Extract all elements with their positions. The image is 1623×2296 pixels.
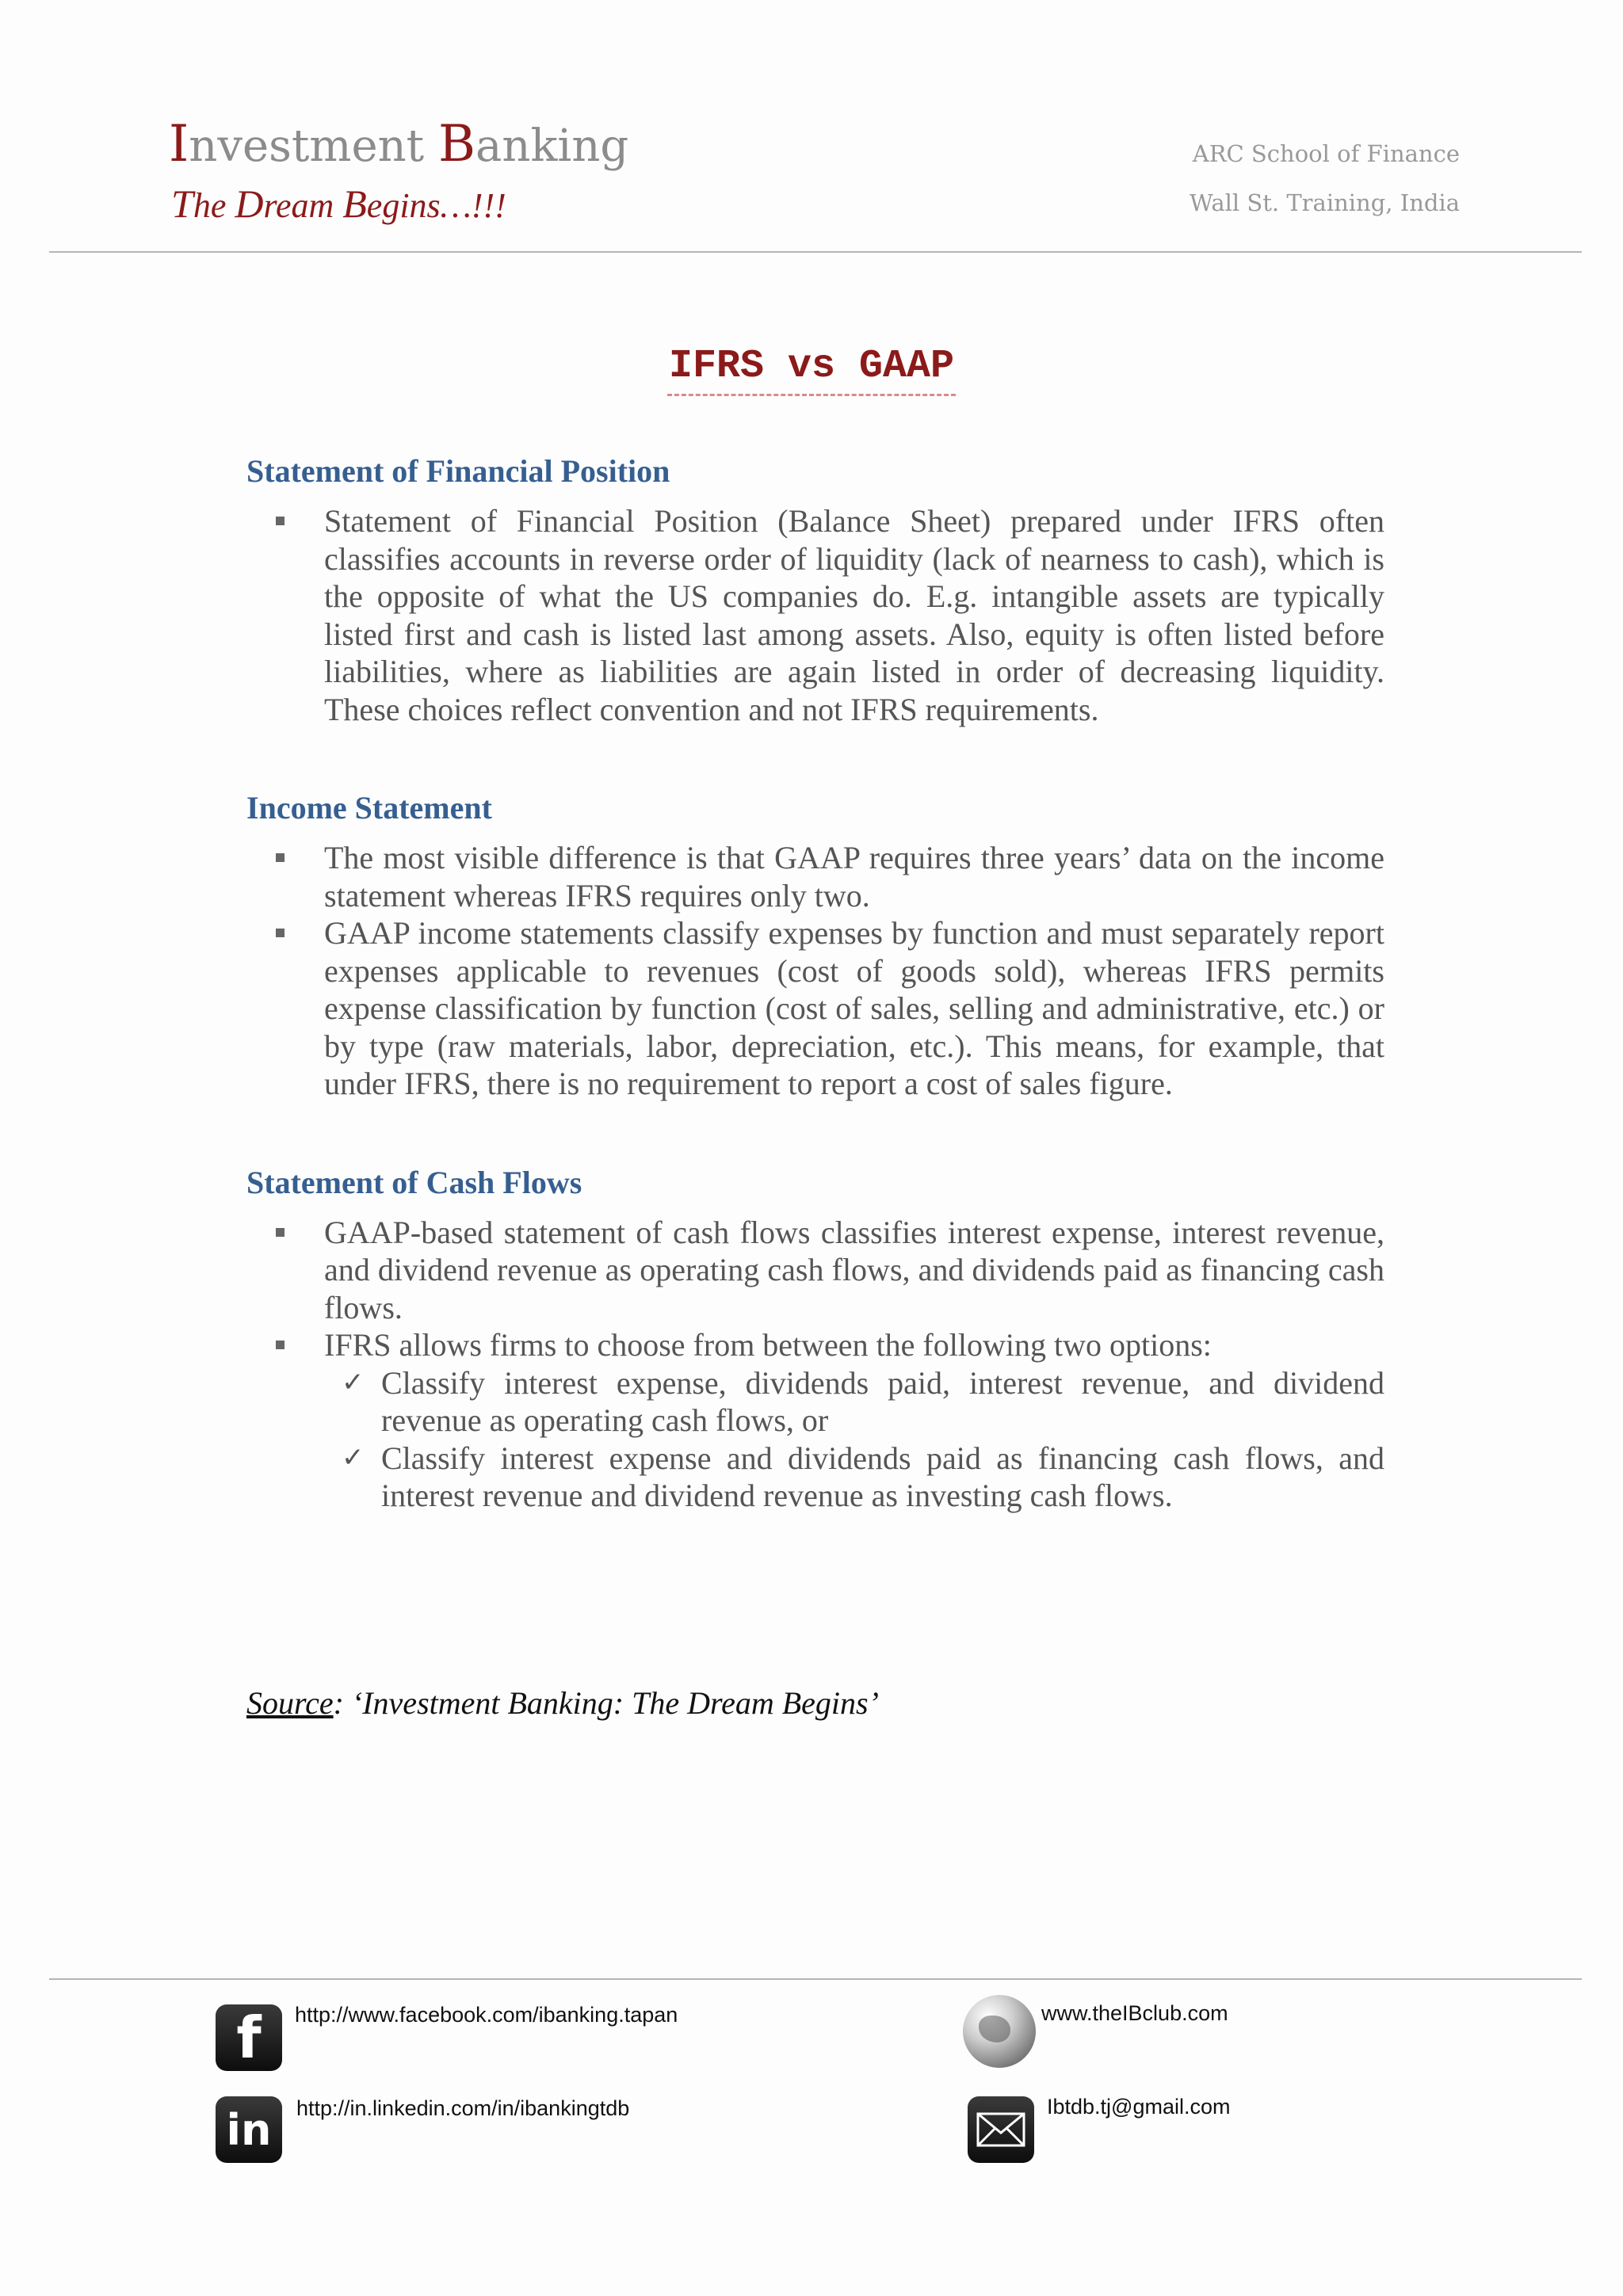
facebook-icon[interactable]: f [216,2004,282,2071]
section-heading: Statement of Financial Position [246,453,670,489]
check-item [342,1364,1384,1440]
source-text: : ‘Investment Banking: The Dream Begins’ [333,1685,879,1721]
bullet-list [324,839,1384,1103]
linkedin-link[interactable]: http://in.linkedin.com/in/ibankingtdb [296,2096,630,2120]
bullet-item [324,914,1384,1103]
tagline-initial-b: B [342,181,367,226]
envelope-icon [976,2112,1025,2147]
brand-initial-i: I [169,115,189,174]
bullet-item [324,839,1384,914]
tagline-initial-t: T [171,181,193,226]
tagline-word-2: ream [263,186,343,225]
check-text: Classify interest expense, dividends paid, interest revenue, and dividend revenue as operating cash flows, or [381,1364,1384,1438]
checkmark-icon: ✓ [342,1366,365,1398]
website-link[interactable]: www.theIBclub.com [1041,2001,1228,2025]
brand-initial-b: B [437,115,476,174]
section-financial-position [246,448,1384,728]
bullet-item [324,1214,1384,1327]
brand-logo-text [169,115,629,174]
tagline-word-3: egins…!!! [366,186,506,225]
tagline-initial-d: D [235,181,264,226]
bullet-text: The most visible difference is that GAAP requires three years’ data on the income statement whereas IFRS requires only two. [324,840,1384,913]
brand-word-2: anking [475,120,629,172]
bullet-text: Statement of Financial Position (Balance Sheet) prepared under IFRS often classifies accounts in reverse order of liquidity (lack of nearness to cash), which is the opposite of what the US companies do. E.g. intangible assets are typically listed first and cash is listed last among assets. Also, equity is often listed before liabilities, where as liabilities are again listed in order of decreasing liquidity. These choices reflect convention and not IFRS requirements. [324,503,1384,727]
source-label: Source [246,1685,334,1721]
facebook-link[interactable]: http://www.facebook.com/ibanking.tapan [295,2003,678,2027]
page-title: IFRS vs GAAP [667,344,956,396]
section-heading: Statement of Cash Flows [246,1164,582,1200]
email-link[interactable]: Ibtdb.tj@gmail.com [1047,2095,1231,2119]
checkmark-icon: ✓ [342,1441,365,1474]
bullet-text: GAAP income statements classify expenses by function and must separately report expenses applicable to revenues (cost of goods sold), whereas IFRS permits expense classification by function (cost of sales, selling and administrative, etc.) or by type (raw materials, labor, depreciation, etc.). This means, for example, that under IFRS, there is no requirement to report a cost of sales figure. [324,915,1384,1101]
school-name: ARC School of Finance [1192,140,1460,167]
page-title-wrap [0,344,1623,389]
tagline-word-1: he [193,186,235,225]
bullet-text: IFRS allows firms to choose from between the following two options: [324,1327,1212,1363]
bullet-list [324,1214,1384,1515]
source-citation [246,1684,879,1722]
bullet-list [324,502,1384,728]
linkedin-icon[interactable]: in [216,2096,282,2163]
check-list [342,1364,1384,1515]
square-bullet-icon [276,517,285,525]
globe-icon[interactable] [963,1995,1036,2068]
bullet-item [324,1326,1384,1515]
square-bullet-icon [276,853,285,862]
bullet-text: GAAP-based statement of cash flows classifies interest expense, interest revenue, and dividend revenue as operating cash flows, and dividends paid as financing cash flows. [324,1214,1384,1325]
section-income-statement [246,785,1384,1103]
bullet-item [324,502,1384,728]
school-tagline: Wall St. Training, India [1190,189,1460,216]
brand-tagline [171,181,506,226]
square-bullet-icon [276,929,285,937]
check-text: Classify interest expense and dividends paid as financing cash flows, and interest revenue and dividend revenue as investing cash flows. [381,1440,1384,1513]
footer-divider [49,1978,1582,1980]
square-bullet-icon [276,1341,285,1349]
section-cash-flows [246,1160,1384,1515]
section-heading: Income Statement [246,790,492,826]
mail-icon[interactable] [968,2096,1034,2163]
check-item [342,1440,1384,1515]
main-content [246,448,1384,1572]
square-bullet-icon [276,1228,285,1237]
brand-word-1: nvestment [189,120,438,172]
header-divider [49,251,1582,253]
